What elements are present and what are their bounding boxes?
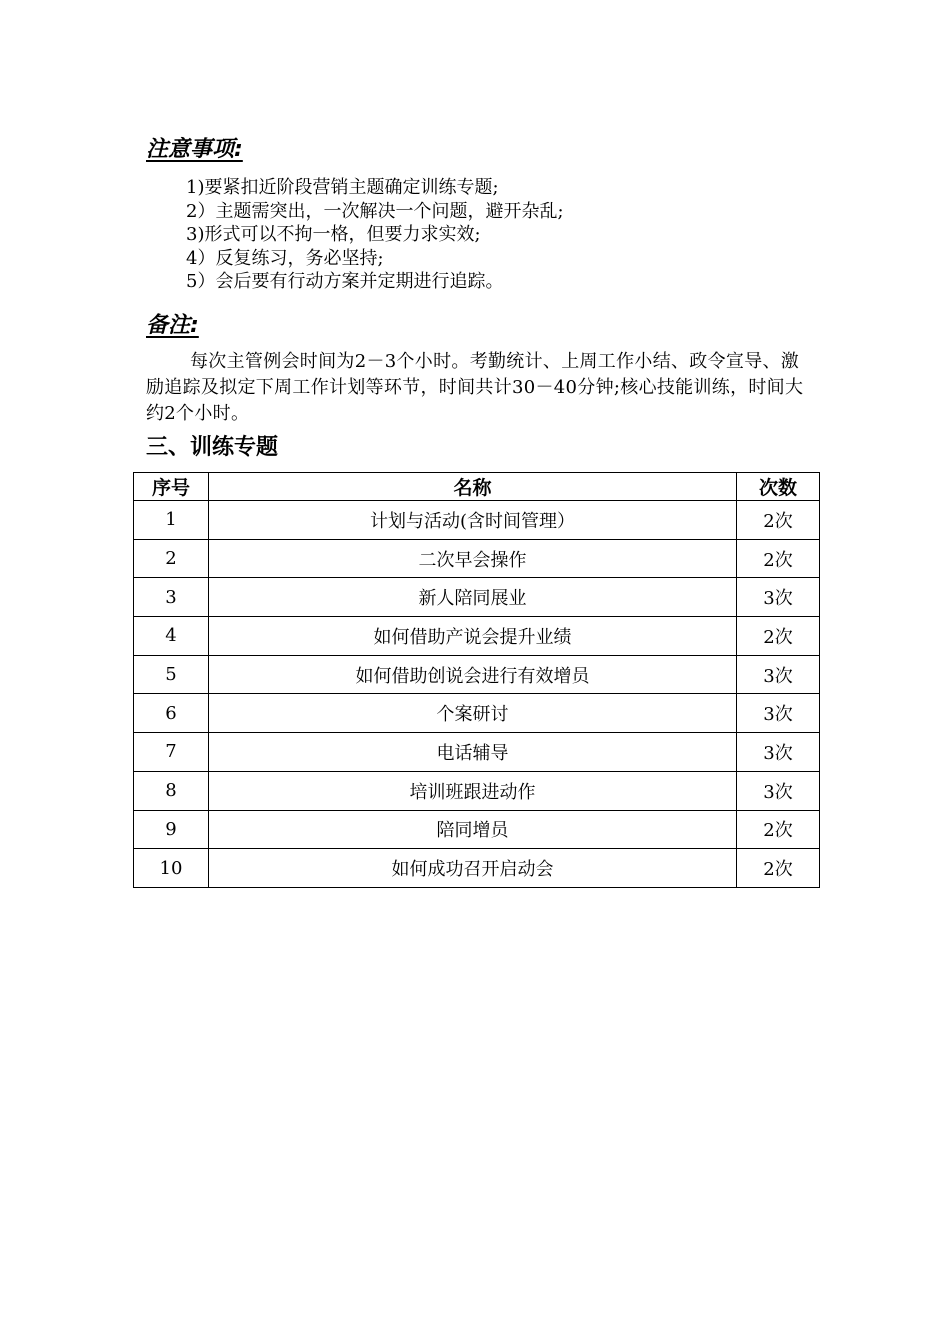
cell-name: 二次早会操作 bbox=[209, 539, 737, 578]
cell-no: 7 bbox=[134, 733, 209, 772]
cell-name: 如何成功召开启动会 bbox=[209, 849, 737, 888]
table-row bbox=[134, 655, 820, 694]
table-row bbox=[134, 501, 820, 540]
remark-heading: 备注: bbox=[146, 313, 199, 338]
cell-name: 陪同增员 bbox=[209, 810, 737, 849]
cell-count: 3次 bbox=[737, 771, 820, 810]
cell-count: 2次 bbox=[737, 849, 820, 888]
note-item: 2）主题需突出，一次解决一个问题，避开杂乱; bbox=[186, 200, 564, 222]
header-no: 序号 bbox=[134, 473, 209, 501]
cell-count: 2次 bbox=[737, 501, 820, 540]
header-count: 次数 bbox=[737, 473, 820, 501]
table-row bbox=[134, 617, 820, 656]
cell-count: 3次 bbox=[737, 655, 820, 694]
training-topics-table bbox=[133, 472, 820, 888]
cell-count: 3次 bbox=[737, 694, 820, 733]
cell-no: 9 bbox=[134, 810, 209, 849]
remark-paragraph: 每次主管例会时间为2－3个小时。考勤统计、上周工作小结、政令宣导、激励追踪及拟定下周工作计划等环节，时间共计30－40分钟;核心技能训练，时间大约2个小时。 bbox=[146, 351, 804, 424]
cell-no: 10 bbox=[134, 849, 209, 888]
cell-name: 个案研讨 bbox=[209, 694, 737, 733]
cell-no: 5 bbox=[134, 655, 209, 694]
cell-name: 电话辅导 bbox=[209, 733, 737, 772]
note-item: 5）会后要有行动方案并定期进行追踪。 bbox=[186, 271, 504, 292]
table-row bbox=[134, 694, 820, 733]
cell-no: 2 bbox=[134, 539, 209, 578]
table-header-row bbox=[134, 473, 820, 501]
cell-count: 2次 bbox=[737, 617, 820, 656]
cell-count: 2次 bbox=[737, 810, 820, 849]
section-title: 三、训练专题 bbox=[146, 435, 279, 460]
table-row bbox=[134, 539, 820, 578]
cell-no: 4 bbox=[134, 617, 209, 656]
cell-name: 新人陪同展业 bbox=[209, 578, 737, 617]
cell-name: 如何借助产说会提升业绩 bbox=[209, 617, 737, 656]
notes-heading: 注意事项: bbox=[146, 137, 243, 162]
cell-count: 3次 bbox=[737, 733, 820, 772]
cell-name: 计划与活动(含时间管理） bbox=[209, 501, 737, 540]
note-item: 4）反复练习，务必坚持; bbox=[186, 247, 384, 269]
table-row bbox=[134, 810, 820, 849]
notes-list bbox=[186, 176, 564, 294]
table-row bbox=[134, 771, 820, 810]
header-name: 名称 bbox=[209, 473, 737, 501]
table-row bbox=[134, 578, 820, 617]
cell-count: 2次 bbox=[737, 539, 820, 578]
cell-name: 培训班跟进动作 bbox=[209, 771, 737, 810]
table-row bbox=[134, 733, 820, 772]
table-row bbox=[134, 849, 820, 888]
cell-no: 8 bbox=[134, 771, 209, 810]
cell-no: 1 bbox=[134, 501, 209, 540]
cell-no: 6 bbox=[134, 694, 209, 733]
note-item: 3)形式可以不拘一格，但要力求实效; bbox=[186, 224, 481, 245]
note-item: 1)要紧扣近阶段营销主题确定训练专题; bbox=[186, 177, 499, 198]
cell-no: 3 bbox=[134, 578, 209, 617]
cell-count: 3次 bbox=[737, 578, 820, 617]
cell-name: 如何借助创说会进行有效增员 bbox=[209, 655, 737, 694]
